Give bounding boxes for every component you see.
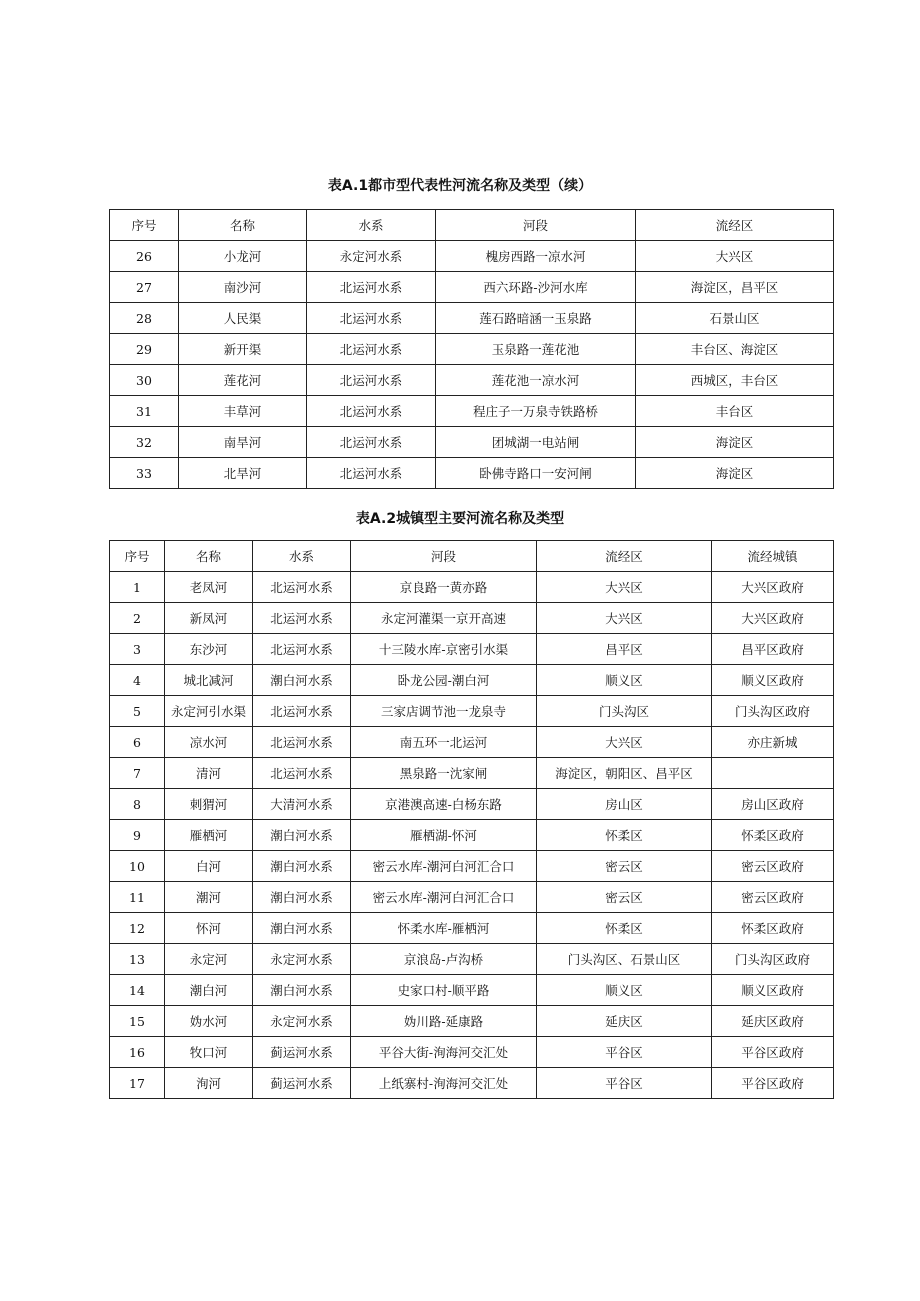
table-row <box>110 882 834 913</box>
table-cell: 昌平区政府 <box>712 634 834 665</box>
table-cell: 十三陵水库-京密引水渠 <box>351 634 537 665</box>
table-cell: 平谷区 <box>537 1037 712 1068</box>
table-cell: 大清河水系 <box>253 789 351 820</box>
header-cell: 河段 <box>436 210 636 241</box>
table-cell: 北运河水系 <box>307 458 436 489</box>
table-cell: 蓟运河水系 <box>253 1068 351 1099</box>
table-cell: 大兴区 <box>537 603 712 634</box>
table-cell: 永定河灌渠一京开高速 <box>351 603 537 634</box>
table-cell: 门头沟区政府 <box>712 944 834 975</box>
table-cell: 5 <box>110 696 165 727</box>
table-row <box>110 634 834 665</box>
table-cell: 海淀区 <box>636 427 834 458</box>
table-cell: 28 <box>110 303 179 334</box>
table-row <box>110 665 834 696</box>
table-cell: 10 <box>110 851 165 882</box>
table-cell: 密云区 <box>537 882 712 913</box>
table-cell: 玉泉路一莲花池 <box>436 334 636 365</box>
table-cell: 16 <box>110 1037 165 1068</box>
header-cell: 名称 <box>165 541 253 572</box>
table-cell: 顺义区 <box>537 665 712 696</box>
table-cell: 刺猬河 <box>165 789 253 820</box>
table-cell: 永定河 <box>165 944 253 975</box>
table-cell: 密云区政府 <box>712 851 834 882</box>
table-cell: 京港澳高速-白杨东路 <box>351 789 537 820</box>
table-cell: 30 <box>110 365 179 396</box>
table-cell: 大兴区政府 <box>712 603 834 634</box>
table-row <box>110 727 834 758</box>
table-cell: 8 <box>110 789 165 820</box>
table-cell: 雁栖湖-怀河 <box>351 820 537 851</box>
table-cell: 大兴区 <box>537 727 712 758</box>
table-cell: 12 <box>110 913 165 944</box>
table-header-row <box>110 210 834 241</box>
table-row <box>110 851 834 882</box>
table-urban-rivers <box>109 209 834 489</box>
table-cell: 17 <box>110 1068 165 1099</box>
table-row <box>110 572 834 603</box>
table-cell: 永定河水系 <box>253 944 351 975</box>
table-cell: 南沙河 <box>179 272 307 303</box>
table-cell: 北运河水系 <box>307 396 436 427</box>
header-cell: 名称 <box>179 210 307 241</box>
table-cell: 潮白河水系 <box>253 975 351 1006</box>
table-cell: 老凤河 <box>165 572 253 603</box>
table-town-rivers <box>109 540 834 1099</box>
table-cell: 北运河水系 <box>253 696 351 727</box>
table-cell: 亦庄新城 <box>712 727 834 758</box>
table-cell: 13 <box>110 944 165 975</box>
table-cell: 门头沟区 <box>537 696 712 727</box>
table-cell: 莲花河 <box>179 365 307 396</box>
header-cell: 河段 <box>351 541 537 572</box>
table-cell: 牧口河 <box>165 1037 253 1068</box>
table-cell: 33 <box>110 458 179 489</box>
table-cell: 怀河 <box>165 913 253 944</box>
table-cell: 延庆区 <box>537 1006 712 1037</box>
table-row <box>110 975 834 1006</box>
table-row <box>110 396 834 427</box>
table-cell: 怀柔水库-雁栖河 <box>351 913 537 944</box>
table-cell: 14 <box>110 975 165 1006</box>
table-cell: 史家口村-顺平路 <box>351 975 537 1006</box>
table-cell: 丰草河 <box>179 396 307 427</box>
header-cell: 流经城镇 <box>712 541 834 572</box>
table-row <box>110 696 834 727</box>
table-row <box>110 758 834 789</box>
table-cell: 新开渠 <box>179 334 307 365</box>
table-row <box>110 1037 834 1068</box>
table-row <box>110 820 834 851</box>
table-cell: 西城区，丰台区 <box>636 365 834 396</box>
table-cell: 潮白河水系 <box>253 851 351 882</box>
table-cell: 妫川路-延康路 <box>351 1006 537 1037</box>
table-cell: 15 <box>110 1006 165 1037</box>
table-cell: 26 <box>110 241 179 272</box>
table-cell: 北旱河 <box>179 458 307 489</box>
table-cell: 西六环路-沙河水库 <box>436 272 636 303</box>
header-cell: 序号 <box>110 541 165 572</box>
table-cell: 卧佛寺路口一安河闸 <box>436 458 636 489</box>
table-row <box>110 1068 834 1099</box>
header-cell: 流经区 <box>537 541 712 572</box>
table-cell: 北运河水系 <box>307 272 436 303</box>
table-cell: 莲石路暗涵一玉泉路 <box>436 303 636 334</box>
table-header-row <box>110 541 834 572</box>
table-cell: 顺义区 <box>537 975 712 1006</box>
table-cell: 南五环一北运河 <box>351 727 537 758</box>
table-cell: 怀柔区政府 <box>712 913 834 944</box>
table-cell: 门头沟区、石景山区 <box>537 944 712 975</box>
table-cell: 蓟运河水系 <box>253 1037 351 1068</box>
table-cell: 永定河引水渠 <box>165 696 253 727</box>
table-cell: 北运河水系 <box>253 603 351 634</box>
table-cell: 小龙河 <box>179 241 307 272</box>
table-cell: 延庆区政府 <box>712 1006 834 1037</box>
table-cell: 潮河 <box>165 882 253 913</box>
table-cell: 卧龙公园-潮白河 <box>351 665 537 696</box>
table-cell: 密云水库-潮河白河汇合口 <box>351 851 537 882</box>
table-cell: 槐房西路一凉水河 <box>436 241 636 272</box>
table-cell: 32 <box>110 427 179 458</box>
table-cell: 潮白河水系 <box>253 913 351 944</box>
table-cell: 白河 <box>165 851 253 882</box>
table-cell: 北运河水系 <box>307 365 436 396</box>
table-cell: 北运河水系 <box>307 427 436 458</box>
table-cell: 9 <box>110 820 165 851</box>
table-cell: 北运河水系 <box>253 727 351 758</box>
header-cell: 流经区 <box>636 210 834 241</box>
table-cell: 顺义区政府 <box>712 665 834 696</box>
table-cell: 京浪岛-卢沟桥 <box>351 944 537 975</box>
header-cell: 水系 <box>307 210 436 241</box>
table-cell: 顺义区政府 <box>712 975 834 1006</box>
table-cell: 3 <box>110 634 165 665</box>
table-cell: 31 <box>110 396 179 427</box>
table-cell: 团城湖一电站闸 <box>436 427 636 458</box>
table-cell: 大兴区 <box>537 572 712 603</box>
table-cell: 6 <box>110 727 165 758</box>
table-cell: 平谷区政府 <box>712 1037 834 1068</box>
table-cell: 平谷区 <box>537 1068 712 1099</box>
table-row <box>110 303 834 334</box>
table2-caption: 表A.2城镇型主要河流名称及类型 <box>355 511 565 527</box>
table-cell: 上纸寨村-洵海河交汇处 <box>351 1068 537 1099</box>
table-cell: 海淀区，朝阳区、昌平区 <box>537 758 712 789</box>
table-cell: 北运河水系 <box>253 634 351 665</box>
table-cell: 房山区 <box>537 789 712 820</box>
table-cell: 城北减河 <box>165 665 253 696</box>
table-cell: 黑泉路一沈家闸 <box>351 758 537 789</box>
table-cell: 永定河水系 <box>253 1006 351 1037</box>
table1-caption: 表A.1都市型代表性河流名称及类型（续） <box>327 178 593 194</box>
table-cell: 永定河水系 <box>307 241 436 272</box>
table-cell: 怀柔区 <box>537 820 712 851</box>
table-cell: 海淀区，昌平区 <box>636 272 834 303</box>
table-cell: 凉水河 <box>165 727 253 758</box>
table-row <box>110 334 834 365</box>
table-cell: 清河 <box>165 758 253 789</box>
table-row <box>110 365 834 396</box>
table-cell: 29 <box>110 334 179 365</box>
header-cell: 序号 <box>110 210 179 241</box>
table-row <box>110 913 834 944</box>
table-cell: 11 <box>110 882 165 913</box>
table-cell: 门头沟区政府 <box>712 696 834 727</box>
table-cell: 怀柔区 <box>537 913 712 944</box>
table-cell: 东沙河 <box>165 634 253 665</box>
table-cell: 潮白河 <box>165 975 253 1006</box>
table-cell: 房山区政府 <box>712 789 834 820</box>
table-cell: 北运河水系 <box>307 334 436 365</box>
table-cell: 洵河 <box>165 1068 253 1099</box>
table-cell: 雁栖河 <box>165 820 253 851</box>
table-row <box>110 272 834 303</box>
table-cell: 7 <box>110 758 165 789</box>
table-cell: 潮白河水系 <box>253 820 351 851</box>
table-body <box>110 572 834 1099</box>
table-cell: 南旱河 <box>179 427 307 458</box>
table-cell: 海淀区 <box>636 458 834 489</box>
table-cell: 密云区 <box>537 851 712 882</box>
table-cell: 密云水库-潮河白河汇合口 <box>351 882 537 913</box>
table-row <box>110 427 834 458</box>
table-cell: 丰台区、海淀区 <box>636 334 834 365</box>
table-cell: 大兴区 <box>636 241 834 272</box>
table-cell: 平谷大街-洵海河交汇处 <box>351 1037 537 1068</box>
table-cell: 密云区政府 <box>712 882 834 913</box>
table-cell: 莲花池一凉水河 <box>436 365 636 396</box>
table-row <box>110 458 834 489</box>
table-cell: 昌平区 <box>537 634 712 665</box>
table-cell: 大兴区政府 <box>712 572 834 603</box>
table-cell: 怀柔区政府 <box>712 820 834 851</box>
table-cell: 石景山区 <box>636 303 834 334</box>
table-cell: 三家店调节池一龙泉寺 <box>351 696 537 727</box>
table-row <box>110 603 834 634</box>
table-cell: 北运河水系 <box>307 303 436 334</box>
table-cell: 新凤河 <box>165 603 253 634</box>
table-cell: 2 <box>110 603 165 634</box>
table-cell: 1 <box>110 572 165 603</box>
table-row <box>110 789 834 820</box>
table-cell: 人民渠 <box>179 303 307 334</box>
table-cell: 北运河水系 <box>253 572 351 603</box>
table-cell: 潮白河水系 <box>253 882 351 913</box>
table-cell: 平谷区政府 <box>712 1068 834 1099</box>
table-cell: 27 <box>110 272 179 303</box>
header-cell: 水系 <box>253 541 351 572</box>
table-cell: 程庄子一万泉寺铁路桥 <box>436 396 636 427</box>
table-row <box>110 944 834 975</box>
table-cell: 京良路一黄亦路 <box>351 572 537 603</box>
table-row <box>110 1006 834 1037</box>
table-cell: 潮白河水系 <box>253 665 351 696</box>
table-cell: 丰台区 <box>636 396 834 427</box>
table-cell: 北运河水系 <box>253 758 351 789</box>
table-cell <box>712 758 834 789</box>
table-body <box>110 241 834 489</box>
table-row <box>110 241 834 272</box>
table-cell: 4 <box>110 665 165 696</box>
table-cell: 妫水河 <box>165 1006 253 1037</box>
